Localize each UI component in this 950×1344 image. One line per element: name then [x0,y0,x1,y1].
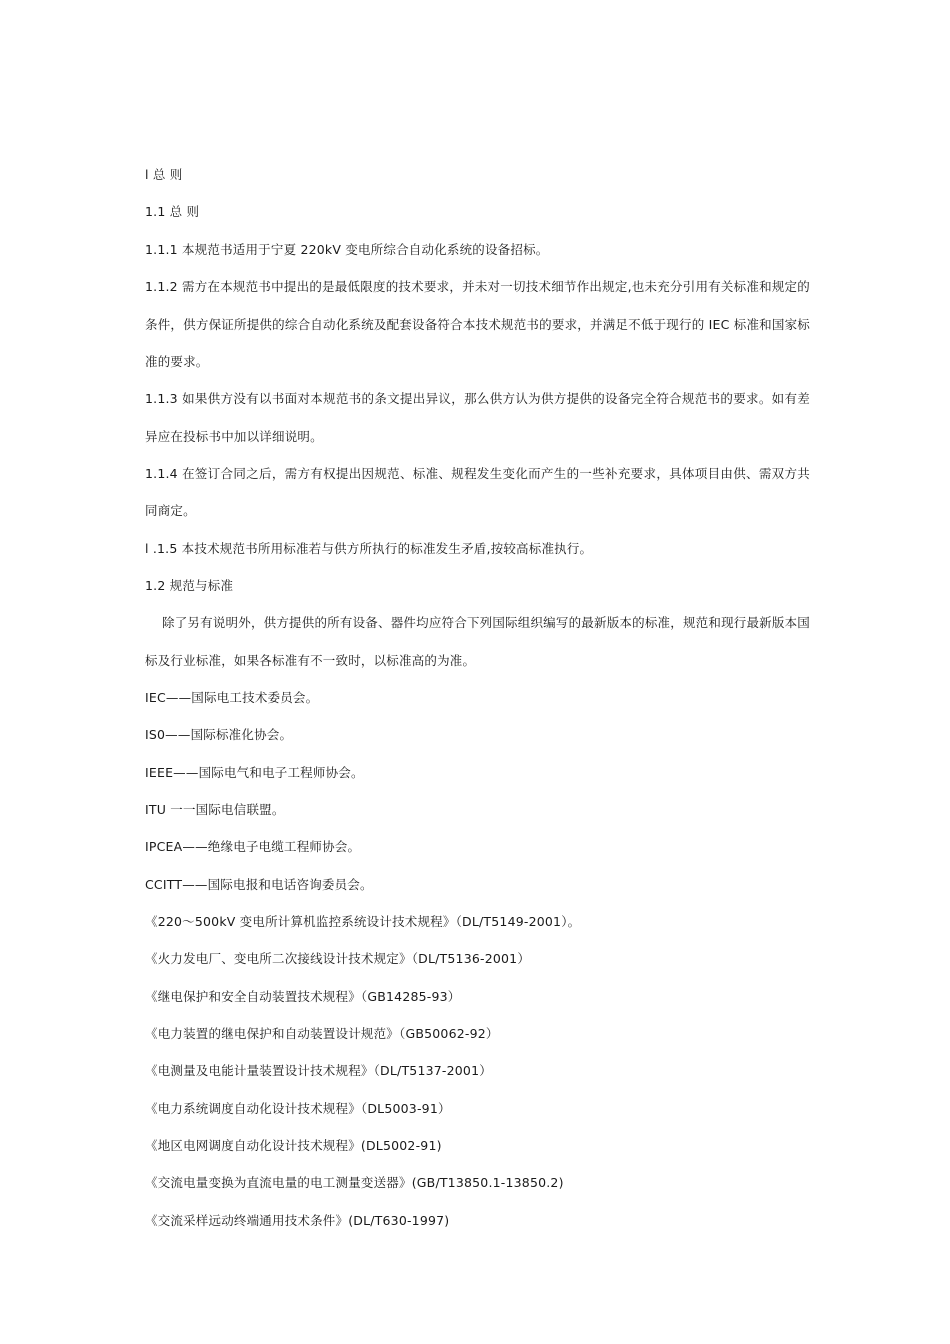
paragraph-1-2-line-2: 标及行业标准，如果各标准有不一致时，以标准高的为准。 [145,653,476,668]
standard-item: 《交流采样远动终端通用技术条件》(DL/T630-1997) [145,1213,450,1228]
organization-item: IS0——国际标准化协会。 [145,727,293,742]
clause-1-1-4-line-2: 同商定。 [145,503,196,518]
standard-item: 《地区电网调度自动化设计技术规程》(DL5002-91) [145,1138,442,1153]
clause-1-1-2-line-3: 准的要求。 [145,354,209,369]
clause-1-1-1: 1.1.1 本规范书适用于宁夏 220kV 变电所综合自动化系统的设备招标。 [145,242,549,257]
clause-1-1-4-line-1: 1.1.4 在签订合同之后，需方有权提出因规范、标准、规程发生变化而产生的一些补充要求，具体项目由供、需双方共 [145,466,810,481]
paragraph-1-2-line-1: 除了另有说明外，供方提供的所有设备、器件均应符合下列国际组织编写的最新版本的标准，规范和现行最新版本国 [162,615,810,630]
standard-item: 《交流电量变换为直流电量的电工测量变送器》(GB/T13850.1-13850.2) [145,1175,564,1190]
clause-1-1-3-line-2: 异应在投标书中加以详细说明。 [145,429,323,444]
clause-1-1-3-line-1: 1.1.3 如果供方没有以书面对本规范书的条文提出异议，那么供方认为供方提供的设备完全符合规范书的要求。如有差 [145,391,810,406]
standard-item: 《继电保护和安全自动装置技术规程》（GB14285-93） [145,989,461,1004]
clause-1-1-2-line-2: 条件，供方保证所提供的综合自动化系统及配套设备符合本技术规范书的要求，并满足不低于现行的 IEC 标准和国家标 [145,317,810,332]
organization-item: IEEE——国际电气和电子工程师协会。 [145,765,364,780]
section-heading-1: l 总 则 [145,167,183,182]
section-heading-1-1: 1.1 总 则 [145,204,200,219]
standard-item: 《电测量及电能计量装置设计技术规程》（DL/T5137-2001） [145,1063,492,1078]
organization-item: IEC——国际电工技术委员会。 [145,690,319,705]
clause-1-1-5: l .1.5 本技术规范书所用标准若与供方所执行的标准发生矛盾,按较高标准执行。 [145,541,593,556]
section-heading-1-2: 1.2 规范与标准 [145,578,234,593]
organization-item: IPCEA——绝缘电子电缆工程师协会。 [145,839,361,854]
standard-item: 《电力系统调度自动化设计技术规程》（DL5003-91） [145,1101,451,1116]
organization-item: ITU 一一国际电信联盟。 [145,802,285,817]
standard-item: 《电力装置的继电保护和自动装置设计规范》（GB50062-92） [145,1026,499,1041]
standard-item: 《火力发电厂、变电所二次接线设计技术规定》（DL/T5136-2001） [145,951,531,966]
clause-1-1-2-line-1: 1.1.2 需方在本规范书中提出的是最低限度的技术要求，并未对一切技术细节作出规定,也未充分引用有关标准和规定的 [145,279,810,294]
standard-item: 《220～500kV 变电所计算机监控系统设计技术规程》（DL/T5149-2001）。 [145,914,581,929]
organization-item: CCITT——国际电报和电话咨询委员会。 [145,877,373,892]
